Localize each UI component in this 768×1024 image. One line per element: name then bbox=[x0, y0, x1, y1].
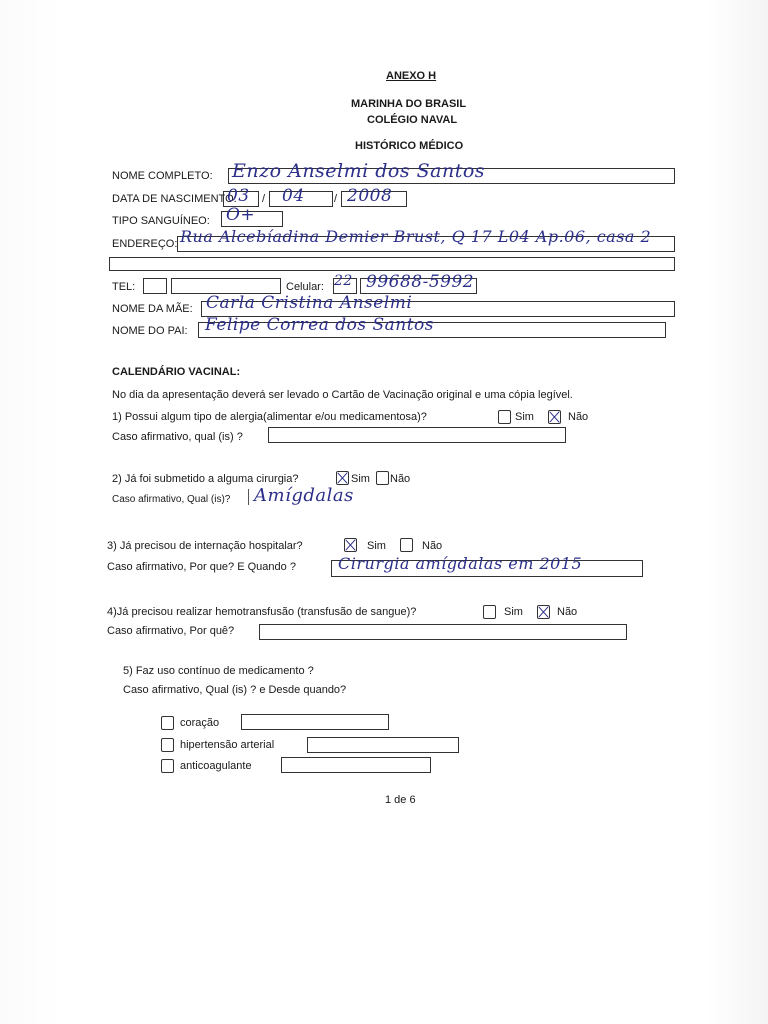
org-label: MARINHA DO BRASIL bbox=[351, 98, 467, 110]
q5-hypertension-checkbox[interactable] bbox=[161, 738, 174, 752]
q3-answer-value: Cirurgia amígdalas em 2015 bbox=[338, 554, 583, 573]
page-number: 1 de 6 bbox=[385, 794, 416, 806]
blood-type-label: TIPO SANGUÍNEO: bbox=[112, 215, 210, 227]
q5-anticoagulant-label: anticoagulante bbox=[180, 760, 252, 772]
q1-yes-label: Sim bbox=[515, 411, 534, 423]
name-value: Enzo Anselmi dos Santos bbox=[232, 160, 486, 182]
mobile-area-value: 22 bbox=[334, 273, 353, 289]
father-name-label: NOME DO PAI: bbox=[112, 325, 188, 337]
vaccine-heading: CALENDÁRIO VACINAL: bbox=[112, 366, 241, 378]
mother-name-label: NOME DA MÃE: bbox=[112, 303, 193, 315]
q5-heart-field[interactable] bbox=[241, 714, 389, 730]
q4-yes-checkbox[interactable] bbox=[483, 605, 496, 619]
q4-answer-field[interactable] bbox=[259, 624, 627, 640]
q3-yes-label: Sim bbox=[367, 540, 386, 552]
q5-hypertension-label: hipertensão arterial bbox=[180, 739, 275, 751]
dob-year-value: 2008 bbox=[347, 186, 393, 206]
q5-text: 5) Faz uso contínuo de medicamento ? bbox=[123, 665, 314, 677]
q2-yes-label: Sim bbox=[351, 473, 370, 485]
q2-no-label: Não bbox=[390, 473, 411, 485]
vaccine-instruction: No dia da apresentação deverá ser levado o Cartão de Vacinação original e uma cópia legível. bbox=[112, 389, 573, 401]
q2-yes-checkbox[interactable] bbox=[336, 471, 349, 485]
name-label: NOME COMPLETO: bbox=[112, 170, 213, 182]
q1-no-label: Não bbox=[568, 411, 589, 423]
tel-number-field[interactable] bbox=[171, 278, 281, 294]
blood-type-value: O+ bbox=[226, 205, 256, 225]
father-name-value: Felipe Correa dos Santos bbox=[205, 315, 435, 335]
q4-followup-label: Caso afirmativo, Por quê? bbox=[107, 625, 235, 637]
annex-label: ANEXO H bbox=[386, 70, 437, 82]
q2-text: 2) Já foi submetido a alguma cirurgia? bbox=[112, 473, 299, 485]
dob-month-value: 04 bbox=[282, 186, 305, 206]
q2-answer-value[interactable]: Amígdalas bbox=[254, 485, 354, 506]
q1-yes-checkbox[interactable] bbox=[498, 410, 511, 424]
q5-hypertension-field[interactable] bbox=[307, 737, 459, 753]
q4-yes-label: Sim bbox=[504, 606, 523, 618]
q5-followup-label: Caso afirmativo, Qual (is) ? e Desde quando? bbox=[123, 684, 347, 696]
q1-no-checkbox[interactable] bbox=[548, 410, 561, 424]
q3-no-label: Não bbox=[422, 540, 443, 552]
q2-answer-box-left bbox=[248, 489, 249, 505]
q3-followup-label: Caso afirmativo, Por que? E Quando ? bbox=[107, 561, 296, 573]
mobile-label: Celular: bbox=[286, 281, 324, 293]
q5-heart-checkbox[interactable] bbox=[161, 716, 174, 730]
dob-separator-1: / bbox=[262, 193, 266, 205]
q3-no-checkbox[interactable] bbox=[400, 538, 413, 552]
dob-separator-2: / bbox=[334, 193, 338, 205]
q4-no-label: Não bbox=[557, 606, 578, 618]
address-field-line2[interactable] bbox=[109, 257, 675, 271]
q5-heart-label: coração bbox=[180, 717, 220, 729]
page-title: HISTÓRICO MÉDICO bbox=[355, 140, 464, 152]
school-label: COLÉGIO NAVAL bbox=[367, 114, 458, 126]
q3-yes-checkbox[interactable] bbox=[344, 538, 357, 552]
q3-text: 3) Já precisou de internação hospitalar? bbox=[107, 540, 303, 552]
tel-area-field[interactable] bbox=[143, 278, 167, 294]
mother-name-value: Carla Cristina Anselmi bbox=[206, 293, 413, 313]
q2-followup-label: Caso afirmativo, Qual (is)? bbox=[112, 494, 231, 505]
q1-text: 1) Possui algum tipo de alergia(alimentar e/ou medicamentosa)? bbox=[112, 411, 427, 423]
tel-label: TEL: bbox=[112, 281, 136, 293]
dob-day-value: 03 bbox=[227, 186, 250, 206]
dob-label: DATA DE NASCIMENTO: bbox=[112, 193, 237, 205]
address-label: ENDEREÇO: bbox=[112, 238, 178, 250]
q4-no-checkbox[interactable] bbox=[537, 605, 550, 619]
q4-text: 4)Já precisou realizar hemotransfusão (transfusão de sangue)? bbox=[107, 606, 417, 618]
q1-followup-label: Caso afirmativo, qual (is) ? bbox=[112, 431, 243, 443]
q5-anticoagulant-field[interactable] bbox=[281, 757, 431, 773]
q1-answer-field[interactable] bbox=[268, 427, 566, 443]
q2-no-checkbox[interactable] bbox=[376, 471, 389, 485]
address-value: Rua Alcebíadina Demier Brust, Q 17 L04 Ap.06, casa 2 bbox=[180, 227, 652, 246]
q5-anticoagulant-checkbox[interactable] bbox=[161, 759, 174, 773]
mobile-number-value: 99688-5992 bbox=[366, 272, 475, 292]
